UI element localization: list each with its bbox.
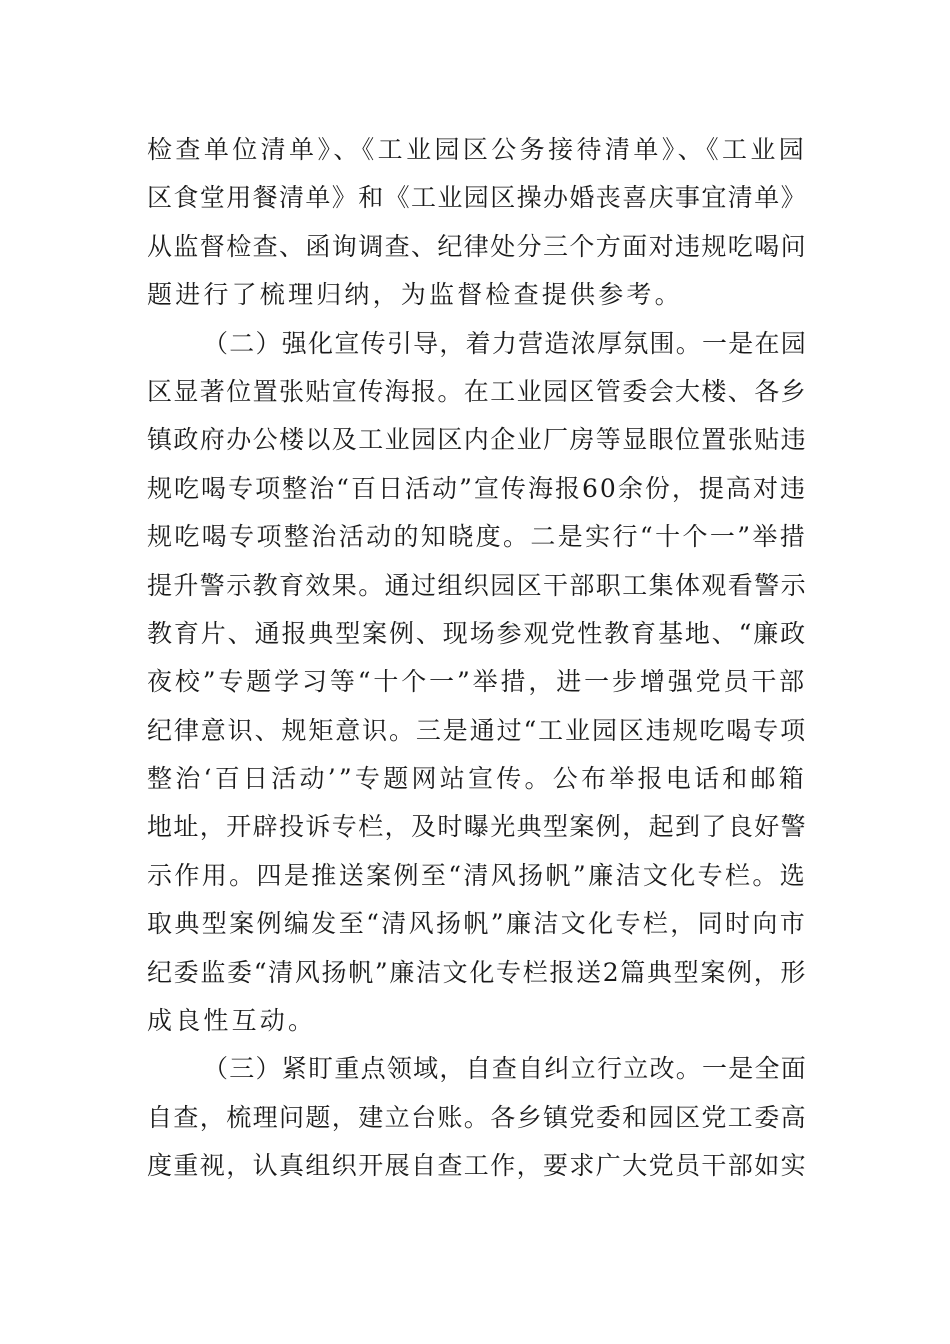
paragraph-1: [147, 126, 807, 320]
text-line: 区食堂用餐清单》和《工业园区操办婚丧喜庆事宜清单》: [147, 183, 808, 213]
text-line: 检查单位清单》、《工业园区公务接待清单》、《工业园: [147, 135, 807, 164]
document-page: [147, 126, 807, 1191]
text-line: 度重视，认真组织开展自查工作，要求广大党员干部如实: [147, 1151, 808, 1181]
text-line: （三）紧盯重点领域，自查自纠立行立改。一是全面: [203, 1054, 807, 1084]
text-line: 提升警示教育效果。通过组织园区干部职工集体观看警示: [147, 570, 808, 600]
text-line: 规吃喝专项整治“百日活动”宣传海报60余份，提高对违: [147, 473, 807, 503]
text-line: 取典型案例编发至“清风扬帆”廉洁文化专栏，同时向市: [147, 909, 807, 939]
text-line: 区显著位置张贴宣传海报。在工业园区管委会大楼、各乡: [147, 376, 808, 406]
text-line: 示作用。四是推送案例至“清风扬帆”廉洁文化专栏。选: [147, 860, 807, 890]
text-line: 从监督检查、函询调查、纪律处分三个方面对违规吃喝问: [147, 231, 808, 261]
text-line: 纪委监委“清风扬帆”廉洁文化专栏报送2篇典型案例，形: [147, 957, 807, 987]
text-line: 纪律意识、规矩意识。三是通过“工业园区违规吃喝专项: [147, 715, 807, 745]
text-line: 自查，梳理问题，建立台账。各乡镇党委和园区党工委高: [147, 1102, 808, 1132]
text-line: 教育片、通报典型案例、现场参观党性教育基地、“廉政: [147, 618, 807, 648]
paragraph-3: [147, 1045, 807, 1190]
text-line: 镇政府办公楼以及工业园区内企业厂房等显眼位置张贴违: [147, 425, 808, 455]
paragraph-2: [147, 320, 807, 1046]
text-line: 地址，开辟投诉专栏，及时曝光典型案例，起到了良好警: [147, 812, 808, 842]
text-line: 规吃喝专项整治活动的知晓度。二是实行“十个一”举措: [147, 522, 807, 552]
text-line: 题进行了梳理归纳，为监督检查提供参考。: [147, 280, 683, 310]
text-line: 夜校”专题学习等“十个一”举措，进一步增强党员干部: [147, 667, 807, 697]
text-line: 成良性互动。: [147, 1006, 317, 1036]
text-line: （二）强化宣传引导，着力营造浓厚氛围。一是在园: [203, 328, 807, 358]
text-line: 整治‘百日活动’”专题网站宣传。公布举报电话和邮箱: [147, 764, 807, 794]
